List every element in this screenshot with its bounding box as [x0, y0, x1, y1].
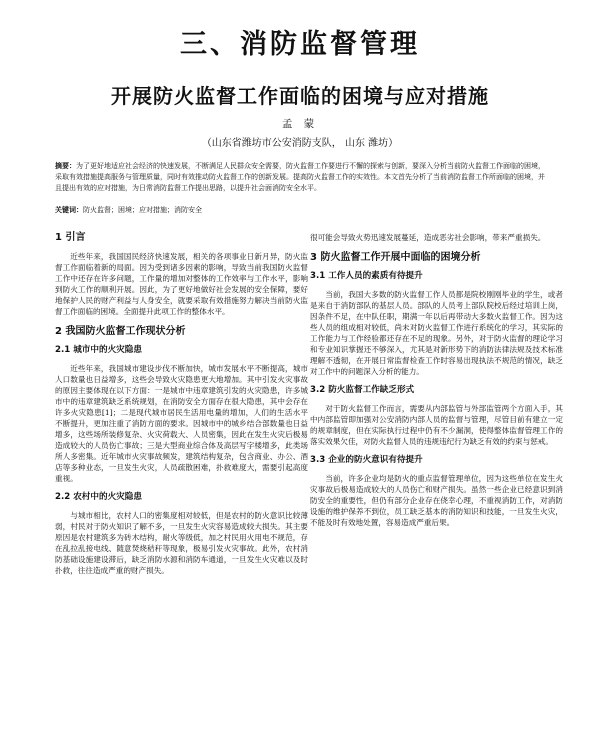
subsection-heading: 2.1 城市中的火灾隐患 [55, 345, 142, 355]
abstract-label: 摘要： [55, 161, 76, 170]
subsection-heading: 3.1 工作人员的素质有待提升 [310, 271, 423, 281]
left-column [55, 232, 308, 579]
article-title: 开展防火监督工作面临的困境与应对措施 [111, 84, 489, 108]
body-paragraph: 与城市相比，农村人口的密集度相对较低，但是农村的防火意识比较薄弱，村民对于防火知识了解不多，一旦发生火灾容易造成较大损失。其主要原因是农村建筑多为砖木结构，耐火等级低，加之村民用火用电不规范，存在乱拉乱接电线、随意焚烧秸秆等现象，极易引发火灾事故。此外，农村消防基础设施建设滞后，缺乏消防水源和消防车通道，一旦发生火灾难以及时扑救，往往造成严重的财产损失。 [55, 511, 308, 575]
section-heading: 3 防火监督工作开展中面临的困境分析 [310, 252, 481, 263]
section-header: 三、消防监督管理 [180, 29, 420, 60]
section-heading: 1 引言 [55, 232, 86, 243]
subsection-heading: 3.3 企业的防火意识有待提升 [310, 455, 423, 465]
author-affiliation: （山东省潍坊市公安消防支队， 山东 潍坊） [201, 138, 399, 149]
body-paragraph: 对于防火监督工作而言，需要从内部监管与外部监管两个方面入手，其中内部监管即加强对公安消防内部人员的监督与管理，尽管目前有建立一定的规章制度，但在实际执行过程中仍有不少漏洞，使得整体监督管理工作的落实效果欠佳，对防火监督人员的违规违纪行为缺乏有效的约束与惩戒。 [310, 404, 563, 446]
body-paragraph: 很可能会导致火势迅速发展蔓延，造成恶劣社会影响，带来严重损失。 [310, 233, 546, 242]
body-paragraph: 当前，许多企业均是防火的重点监督管理单位，因为这些单位在发生火灾事故后极易造成较大的人员伤亡和财产损失。虽然一些企业已经意识到消防安全的重要性，但仍有部分企业存在侥幸心理，不重视消防工作，对消防设施的维护保养不到位，员工缺乏基本的消防知识和技能，一旦发生火灾，不能及时有效地处置，容易造成严重后果。 [310, 474, 563, 527]
body-paragraph: 近些年来，我国国民经济快速发展，相关的各项事业日新月异，防火监督工作面临着新的局面。因为受到诸多因素的影响，导致当前我国防火监督工作中还存在许多问题，工作量的增加对整体的工作效率与工作水平，影响到防火工作的顺利开展。因此，为了更好地做好社会发展的安全保障，要好地保护人民的财产利益与人身安全，就要采取有效措施努力解决当前防火监督工作面临的困境。全面提升此项工作的整体水平。 [55, 252, 308, 316]
keywords-label: 关键词： [55, 205, 83, 214]
author-name: 孟 蒙 [281, 118, 319, 130]
right-column [310, 232, 563, 531]
abstract-block [55, 160, 545, 194]
abstract-text: 为了更好地适应社会经济的快速发展，不断满足人民群众安全需要，防火监督工作要进行不懈的探索与创新，要深入分析当前防火监督工作面临的困境，采取有效措施提高服务与管理质量，同时有效推动防火监督工作的创新发展。提高防火监督工作的实效性。本文首先分析了当前消防监督工作所面临的困境，并且提出有效的应对措施，为日常消防监督工作提出思路，以提升社会面消防安全水平。 [55, 162, 545, 192]
subsection-heading: 3.2 防火监督工作缺乏形式 [310, 385, 415, 395]
keywords-block [55, 204, 545, 216]
subsection-heading: 2.2 农村中的火灾隐患 [55, 492, 142, 502]
section-heading: 2 我国防火监督工作现状分析 [55, 326, 186, 337]
body-paragraph: 当前，我国大多数的防火监督工作人员都是院校刚刚毕业的学生，或者是来自于消防部队的基层人员。部队的人员考上部队院校后经过培训上岗，因条件不足，在中队任职，期满一年以后再带动大多数火监督工作。因为这些人员的组成相对较低，尚未对防火监督工作进行系统化的学习，其实际的工作能力与工作经验都还存在不足的现象。另外，对于防火监督的理论学习和专业知识掌握还不够深入，尤其是对新形势下的消防法律法规及技术标准理解不透彻，在开展日常监督检查工作时容易出现执法不规范的情况，缺乏对工作中的问题深入分析的能力。 [310, 290, 563, 376]
body-paragraph: 近些年来，我国城市建设步伐不断加快，城市发展水平不断提高，城市人口数量也日益增多，这些会导致火灾隐患更大地增加。其中引发火灾事故的原因主要体现在以下方面：一是城市中违章建筑引发的火灾隐患，许多城市中的违章建筑缺乏系统规划，在消防安全方面存在很大隐患，其中会存在许多火灾隐患[1]；二是现代城市居民生活用电量的增加，人们的生活水平不断提升，更加注重了消防方面的要求。因城市中的城乡结合部数量也日益增多，这些场所装修复杂、火灾荷载大、人员密集，因此在发生火灾后极易造成较大的人员伤亡事故；三是大型商业综合体及高层写字楼增多，此类场所人多密集。近年城市火灾事故频发，建筑结构复杂，包含商业、办公、酒店等多种业态，一旦发生火灾，人员疏散困难，扑救难度大，需要引起高度重视。 [55, 364, 308, 483]
keywords-text: 防火监督；困境；应对措施；消防安全 [83, 206, 202, 214]
